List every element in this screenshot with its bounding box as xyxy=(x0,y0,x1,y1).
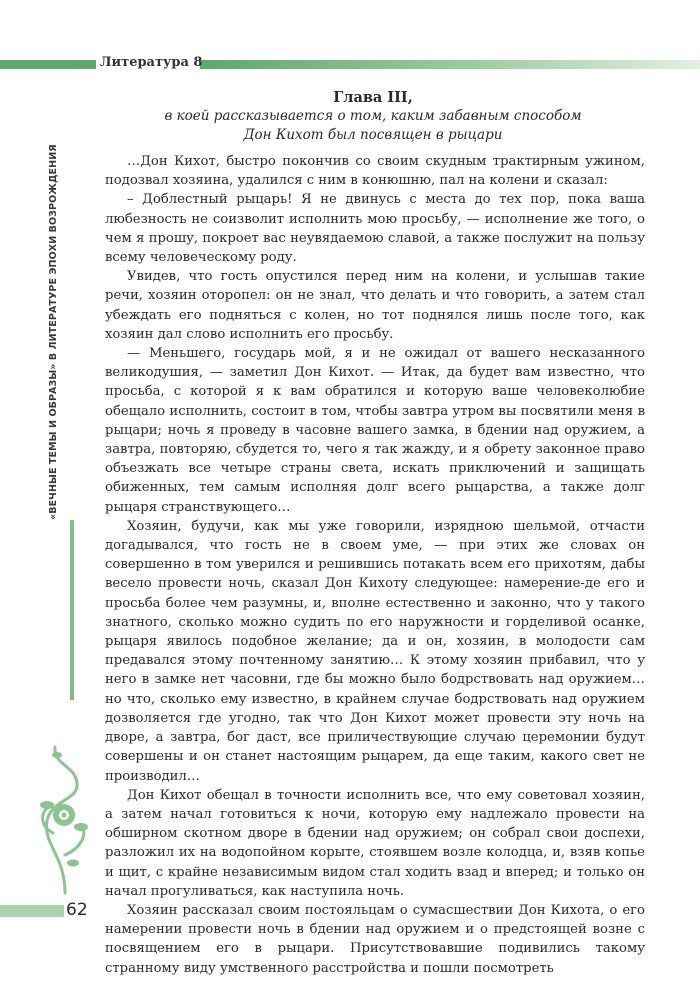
paragraph: Хозяин, будучи, как мы уже говорили, изрядною шельмой, отчасти догадывался, что гость не в своем уме, — при этих же словах он совершенно в том уверился и решившись потакать всем его прихотям, дабы весело провести ночь, сказал Дон Кихоту следующее: намерение-де его и просьба более чем разумны, и, вполне естественно и законно, что у такого знатного, сколько можно судить по его наружности и горделивой осанке, рыцаря явилось подобное желание; да и он, хозяин, в молодости сам предавался этому почтенному занятию… К этому хозяин прибавил, что у него в замке нет часовни, где бы можно было бодрствовать над оружием… но что, сколько ему известно, в крайнем случае бодрствовать над оружием дозволяется где угодно, так что Дон Кихот может провести эту ночь на дворе, а завтра, бог даст, все приличествующие случаю церемонии будут совершены и он станет настоящим рыцарем, да еще таким, какого свет не производил… xyxy=(105,518,645,784)
header-rule-left xyxy=(0,60,96,69)
chapter-title: Глава III, xyxy=(333,89,413,106)
footer-rule xyxy=(0,905,64,917)
floral-ornament-icon xyxy=(35,735,95,895)
chapter-subtitle-line-2: Дон Кихот был посвящен в рыцари xyxy=(243,127,503,143)
paragraph: Хозяин рассказал своим постояльцам о сумасшествии Дон Кихота, о его намерении провести ночь в бдении над оружием и о предстоящей возне с посвящением его в рыцари. Присутствовавшие подивились такому странному виду умственного расстройства и пошли посмотреть xyxy=(105,902,645,976)
running-header: Литература 8 xyxy=(100,55,203,70)
side-rule xyxy=(70,520,74,700)
paragraph: …Дон Кихот, быстро покончив со своим скудным трактирным ужином, подозвал хозяина, удалился с ним в конюшню, пал на колени и сказал: xyxy=(105,154,645,189)
paragraph: — Меньшего, государь мой, я и не ожидал от вашего несказанного великодушия, — заметил Дон Кихот. — Итак, да будет вам известно, что просьба, с которой я к вам обратился и которую ваше человеколюбие обещало исполнить, состоит в том, чтобы завтра утром вы посвятили меня в рыцари; ночь я проведу в часовне вашего замка, в бдении над оружием, а завтра, повторяю, сбудется то, чего я так жажду, и я обрету законное право объезжать все четыре страны света, искать приключений и защищать обиженных, тем самым исполняя долг всего рыцарства, а также долг рыцаря странствующего… xyxy=(105,346,645,515)
header-rule-right xyxy=(200,60,700,69)
page-number: 62 xyxy=(66,900,88,920)
paragraph: Дон Кихот обещал в точности исполнить все, что ему советовал хозяин, а затем начал готовиться к ночи, которую ему надлежало провести на обширном скотном дворе в бдении над оружием; он собрал свои доспехи, разложил их на водопойном корыте, стоявшем возле колодца, и, взяв копье и щит, с крайне независимым видом стал ходить взад и вперед; и только он начал прогуливаться, как наступила ночь. xyxy=(105,787,645,899)
section-title-vertical xyxy=(48,144,68,530)
section-title-text: «ВЕЧНЫЕ ТЕМЫ И ОБРАЗЫ» В ЛИТЕРАТУРЕ ЭПОХИ ВОЗРОЖДЕНИЯ xyxy=(48,144,59,520)
chapter-heading xyxy=(100,88,646,145)
paragraph: Увидев, что гость опустился перед ним на колени, и услышав такие речи, хозяин оторопел: он не знал, что делать и что говорить, а затем стал убеждать его подняться с колен, но тот поднялся лишь после того, как хозяин дал слово исполнить его просьбу. xyxy=(105,269,645,342)
body-text xyxy=(105,152,645,978)
paragraph: – Доблестный рыцарь! Я не двинусь с места до тех пор, пока ваша любезность не соизволит исполнить мою просьбу, — исполнение же того, о чем я прошу, покроет вас неувядаемою славой, а также послужит на пользу всему человеческому роду. xyxy=(105,192,645,266)
chapter-subtitle-line-1: в коей рассказывается о том, каким забавным способом xyxy=(164,108,582,124)
